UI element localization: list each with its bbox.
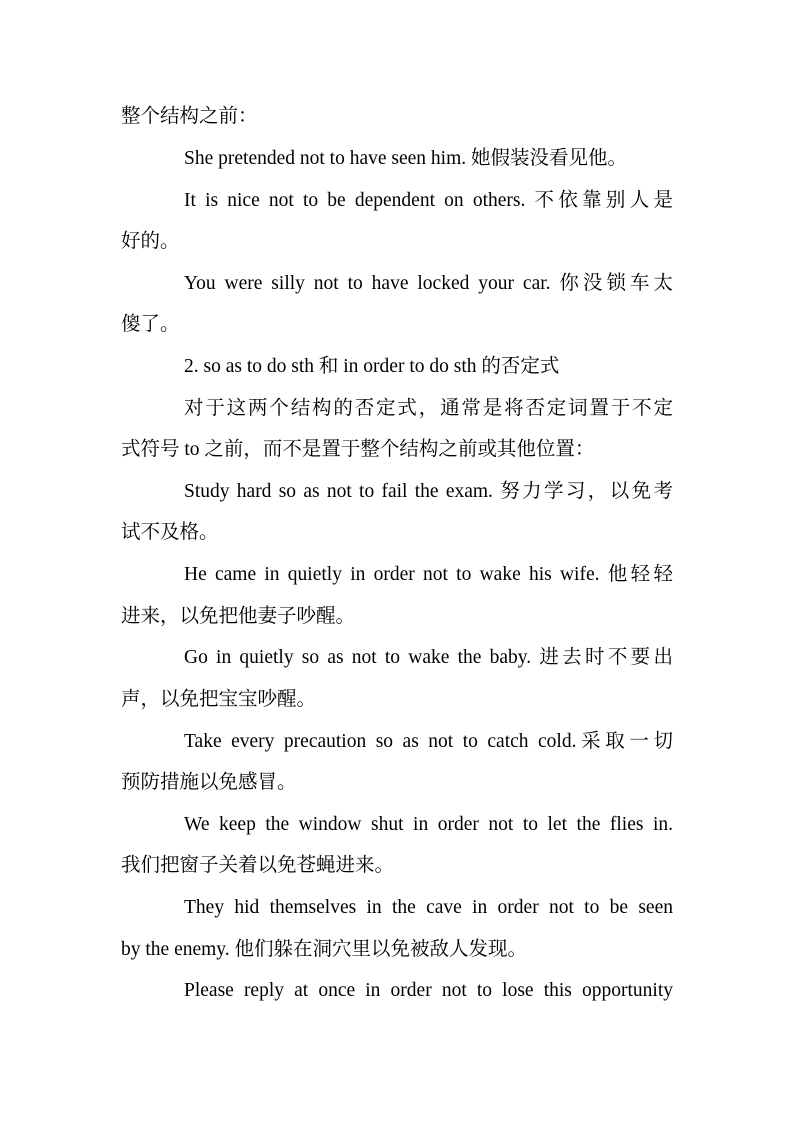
text-line: We keep the window shut in order not to let the flies in.	[184, 814, 673, 835]
text-line: He came in quietly in order not to wake his wife. 他轻轻	[184, 564, 673, 585]
text-line: You were silly not to have locked your car. 你没锁车太	[184, 273, 673, 294]
text-line: 对于这两个结构的否定式，通常是将否定词置于不定	[184, 398, 673, 419]
text-line: by the enemy. 他们躲在洞穴里以免被敌人发现。	[121, 939, 528, 960]
text-line: 声，以免把宝宝吵醒。	[121, 689, 317, 710]
text-line: 我们把窗子关着以免苍蝇进来。	[121, 855, 395, 876]
text-line: 傻了。	[121, 314, 180, 335]
text-line: It is nice not to be dependent on others. 不依靠别人是	[184, 190, 673, 211]
text-line: 式符号 to 之前，而不是置于整个结构之前或其他位置：	[121, 439, 595, 460]
text-line: They hid themselves in the cave in order not to be seen	[184, 897, 673, 918]
text-line: Please reply at once in order not to lose this opportunity	[184, 980, 673, 1001]
section-heading: 2. so as to do sth 和 in order to do sth 的否定式	[184, 356, 560, 377]
text-line: 整个结构之前：	[121, 106, 258, 127]
text-line: 预防措施以免感冒。	[121, 772, 297, 793]
text-line: 进来，以免把他妻子吵醒。	[121, 606, 356, 627]
text-line: She pretended not to have seen him. 她假装没看见他。	[184, 148, 628, 169]
text-line: 试不及格。	[121, 522, 219, 543]
text-line: Take every precaution so as not to catch cold.采取一切	[184, 731, 673, 752]
text-line: Study hard so as not to fail the exam. 努力学习，以免考	[184, 481, 673, 502]
text-line: 好的。	[121, 231, 180, 252]
text-line: Go in quietly so as not to wake the baby. 进去时不要出	[184, 647, 673, 668]
